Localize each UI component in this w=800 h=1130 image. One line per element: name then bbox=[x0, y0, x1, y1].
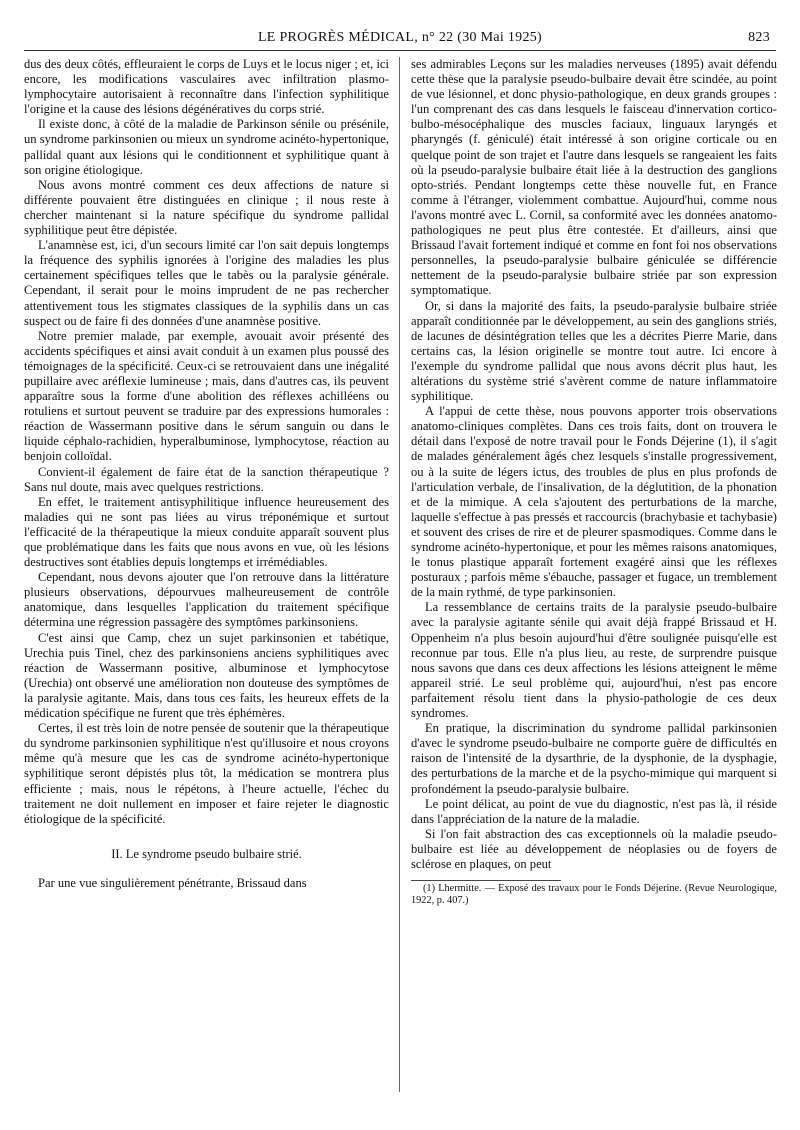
paragraph: Convient-il également de faire état de la sanction thérapeutique ? Sans nul doute, mais avec quelques restrictions. bbox=[24, 464, 389, 494]
paragraph: En effet, le traitement antisyphilitique influence heureusement des maladies qui ne sont pas liées au virus tréponémique et surtout l'efficacité de la thérapeutique la mieux conduite apparaît souvent plus que problématique dans les faits que nous avons en vue, où les lésions destructives sont établies depuis longtemps et irrémédiables. bbox=[24, 494, 389, 570]
paragraph: C'est ainsi que Camp, chez un sujet parkinsonien et tabétique, Urechia puis Tinel, chez des parkinsoniens anciens syphilitiques avec réaction de Wassermann positive, albuminose et lymphocytose (Urechia) ont observé une amélioration non douteuse des symptômes de la paralysie agitante. Mais, dans tous ces faits, les heureux effets de la médication spécifique ne furent que très éphémères. bbox=[24, 630, 389, 721]
paragraph: En pratique, la discrimination du syndrome pallidal parkinsonien d'avec le syndrome pseudo-bulbaire ne comporte guère de difficultés en raison de l'intensité de la dysarthrie, de la dysphonie, de la dysphagie, des perturbations de la marche et de la psycho-mimique qui marquent si profondément la pseudo-paralysie bulbaire. bbox=[411, 721, 777, 796]
paragraph: La ressemblance de certains traits de la paralysie pseudo-bulbaire avec la paralysie agitante sénile qui avait déjà frappé Brissaud et H. Oppenheim n'a plus besoin aujourd'hui d'être soulignée puisqu'elle est reconnue par tous. Elle n'a plus lieu, au reste, de surprendre puisque nous savons que dans ces deux affections les lésions atteignent le même appareil strié. Le seul problème qui, aujourd'hui, n'est pas encore parfaitement résolu tient dans la physio-pathologie de ces deux syndromes. bbox=[411, 600, 777, 721]
footnote: (1) Lhermitte. — Exposé des travaux pour le Fonds Déjerine. (Revue Neurologique, 1922, p. 407.) bbox=[411, 883, 777, 907]
paragraph: L'anamnèse est, ici, d'un secours limité car l'on sait depuis longtemps la fréquence des syphilis ignorées à l'origine des maladies les plus certainement spécifiques telles que le tabès ou la paralysie générale. Cependant, il serait pour le moins imprudent de ne pas rechercher attentivement tous les stigmates classiques de la syphilis dans un cas suspect ou de faire fi des données d'une anamnèse positive. bbox=[24, 238, 389, 328]
running-header bbox=[24, 30, 776, 51]
journal-title: LE PROGRÈS MÉDICAL, n° 22 (30 Mai 1925) bbox=[257, 30, 543, 45]
paragraph: Si l'on fait abstraction des cas exceptionnels où la maladie pseudo-bulbaire est liée au développement de néoplasies ou de foyers de sclérose en plaques, on peut bbox=[411, 826, 777, 871]
paragraph: Cependant, nous devons ajouter que l'on retrouve dans la littérature plusieurs observations, dépourvues malheureusement de contrôle anatomique, dans lesquelles l'application du traitement spécifique détermina une régression passagère des symptômes parkinsoniens. bbox=[24, 570, 389, 630]
paragraph: Or, si dans la majorité des faits, la pseudo-paralysie bulbaire striée apparaît conditionnée par le développement, au sein des ganglions striés, de lacunes de désintégration telles que les a décrites Pierre Marie, dans certains cas, la lésion originelle se montre tout autre. Ici encore à l'exemple du syndrome pallidal que nous avons décrit plus haut, les altérations du système strié s'avèrent comme de nature inflammatoire syphilitique. bbox=[411, 298, 777, 404]
paragraph: Il existe donc, à côté de la maladie de Parkinson sénile ou présénile, un syndrome parkinsonien ou mieux un syndrome acinéto-hypertonique, pallidal quant aux lésions qui le conditionnent et syphilitique quant à son origine étiologique. bbox=[24, 117, 389, 177]
paragraph: Nous avons montré comment ces deux affections de nature si différente pouvaient être distinguées en clinique ; il nous reste à chercher maintenant si la nature spécifique du syndrome pallidal syphilitique peut être dépistée. bbox=[24, 177, 389, 238]
paragraph: dus des deux côtés, effleuraient le corps de Luys et le locus niger ; et, ici encore, les modifications vasculaires avec infiltration plasmo-lymphocytaire autorisaient à reconnaître dans l'infection syphilitique l'origine et la cause des lésions dégénératives du corps strié. bbox=[24, 57, 389, 117]
left-column bbox=[24, 57, 389, 891]
page-number: 823 bbox=[748, 30, 770, 45]
section-heading: II. Le syndrome pseudo bulbaire strié. bbox=[111, 846, 302, 861]
paragraph: A l'appui de cette thèse, nous pouvons apporter trois observations anatomo-cliniques complètes. Dans ces trois faits, dont on trouvera le détail dans l'exposé de notre travail pour le Fonds Déjerine (1), il s'agit de malades généralement âgés chez lesquels s'installe progressivement, ou à la suite de légers ictus, des troubles de plus en plus profonds de l'articulation verbale, de l'insalivation, de la déglutition, de la phonation et de la mimique. A cela s'ajoutent des perturbations de la marche, laquelle s'effectue à pas pressés et raccourcis (brachybasie et tachybasie) et souvent des crises de rire et de pleurer spasmodiques. Comme dans le syndrome acinéto-hypertonique, et pour les mêmes raisons anatomiques, le tonus plastique apparaît fortement exagéré ainsi que les réflexes posturaux ; parfois même s'ébauche, passager et fugace, un tremblement de la main rythmé, de type parkinsonien. bbox=[411, 404, 777, 600]
paragraph: Le point délicat, au point de vue du diagnostic, n'est pas là, il réside dans l'appréciation de la nature de la maladie. bbox=[411, 796, 777, 826]
paragraph: Notre premier malade, par exemple, avouait avoir présenté des accidents spécifiques et ainsi avait conduit à un examen plus poussé des témoignages de la spécificité. Ceux-ci se retrouvaient dans une inégalité pupillaire avec aréflexie lumineuse ; mais, dans d'autres cas, ils peuvent apparaître sous la forme d'une abolition des réflexes achilléens ou rotuliens et surtout peuvent se traduire par des expressions humorales : réaction de Wassermann positive dans le sérum sanguin ou dans le liquide céphalo-rachidien, hyperalbuminose, lymphocytose, réaction au benjoin colloïdal. bbox=[24, 328, 389, 464]
paragraph: Par une vue singulièrement pénétrante, Brissaud dans bbox=[38, 875, 307, 890]
column-divider bbox=[399, 57, 400, 1092]
right-column bbox=[411, 57, 777, 907]
footnote-divider bbox=[411, 880, 561, 881]
paragraph: ses admirables Leçons sur les maladies nerveuses (1895) avait défendu cette thèse que la paralysie pseudo-bulbaire devait être scindée, au point de vue lésionnel, et donc physio-pathologique, en deux grands groupes : l'un comprenant des cas dans lesquels le faisceau d'innervation cortico-bulbo-mésocéphalique des muscles faciaux, linguaux laryngés et pharyngés (f. géniculé) était intéressé à son origine corticale ou en quelque point de son trajet et l'autre dans lesquels se rangeaient les faits où la pseudo-paralysie bulbaire était liée à la destruction des ganglions opto-striés. Pendant longtemps cette thèse nouvelle fut, en France comme à l'étranger, violemment combattue. Aujourd'hui, comme nous l'avons montré avec L. Cornil, sa conformité avec les données anatomo-pathologiques ne peut plus être contestée. Et d'ailleurs, ainsi que Brissaud l'avait fortement indiqué et comme en font foi nos observations personnelles, la pseudo-paralysie bulbaire géniculée se différencie nettement de la pseudo-paralysie bulbaire striée par son expression symptomatique. bbox=[411, 57, 777, 298]
paragraph: Certes, il est très loin de notre pensée de soutenir que la thérapeutique du syndrome parkinsonien syphilitique n'est qu'illusoire et nous croyons même qu'à mesure que les cas de syndrome acinéto-hypertonique syphilitique seront dépistés plus tôt, la médication se montrera plus efficiente ; mais, nous le répétons, à l'heure actuelle, l'échec du traitement ne doit nullement en imposer et faire rejeter le diagnostic étiologique de la spécificité. bbox=[24, 721, 389, 826]
